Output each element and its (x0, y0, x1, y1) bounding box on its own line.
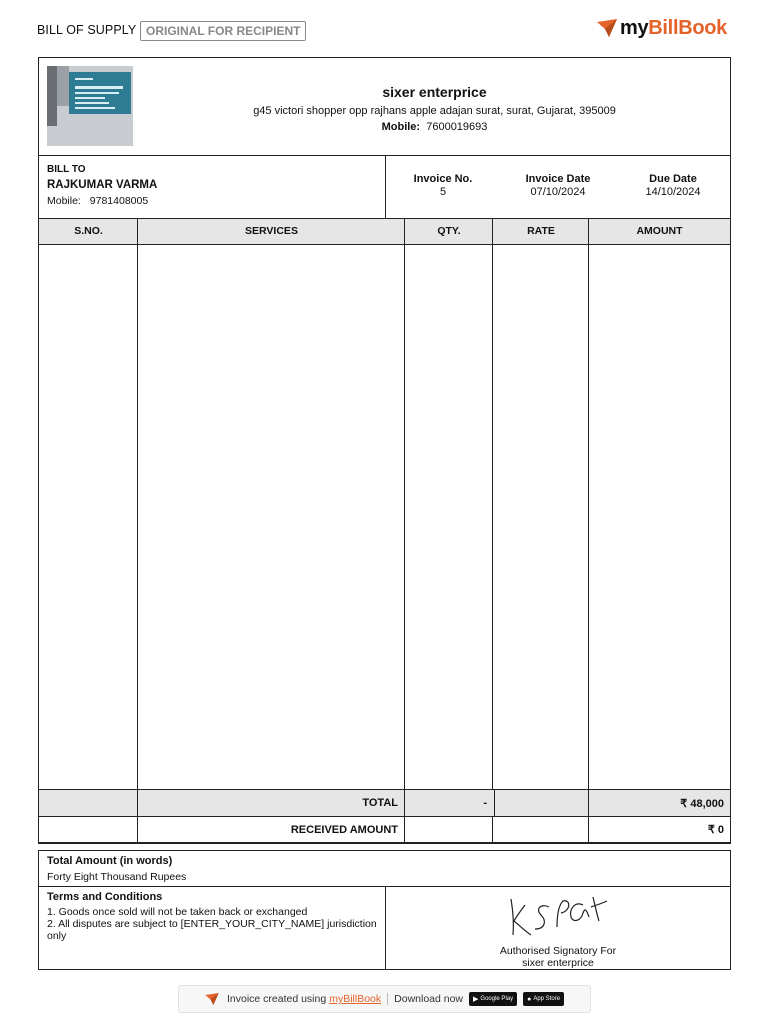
column-header-services: SERVICES (245, 225, 298, 237)
items-table-header (39, 219, 730, 245)
mybillbook-link[interactable]: myBillBook (329, 993, 382, 1005)
terms-title: Terms and Conditions (47, 891, 163, 903)
amount-in-words-value: Forty Eight Thousand Rupees (47, 871, 187, 883)
invoice-date (503, 173, 613, 198)
recipient-badge: ORIGINAL FOR RECIPIENT (140, 21, 306, 41)
apple-icon: ● (527, 995, 532, 1003)
amount-in-words-label: Total Amount (in words) (47, 855, 173, 867)
document-type: BILL OF SUPPLY (37, 23, 137, 37)
column-header-amount: AMOUNT (636, 225, 683, 237)
invoice-date-value: 07/10/2024 (530, 186, 586, 198)
invoice-sheet (38, 57, 731, 970)
company-mobile (139, 121, 730, 133)
company-mobile-label: Mobile: (381, 121, 421, 133)
terms-section (38, 886, 731, 970)
play-store-icon: ▶ (473, 996, 479, 1003)
amount-in-words (38, 850, 731, 887)
download-now-label: Download now (394, 993, 464, 1005)
company-address: g45 victori shopper opp rajhans apple adajan surat, surat, Gujarat, 395009 (253, 105, 616, 117)
signature-image (505, 891, 609, 941)
google-play-label: Google Play (480, 996, 514, 1002)
invoice-number-value: 5 (439, 186, 447, 198)
due-date-label: Due Date (649, 173, 697, 185)
total-row (38, 789, 731, 817)
invoice-number (388, 173, 498, 198)
customer-mobile-value: 9781408005 (89, 195, 149, 207)
brand-prefix: my (619, 16, 649, 39)
business-card-image (69, 72, 131, 114)
signatory-label-line1: Authorised Signatory For (499, 945, 617, 957)
customer-mobile-label: Mobile: (47, 195, 81, 207)
terms-list (47, 906, 377, 942)
column-header-sno: S.NO. (74, 225, 103, 237)
received-row (38, 816, 731, 843)
footer-banner (178, 985, 591, 1013)
footer-prefix: Invoice created using (226, 993, 327, 1005)
app-store-badge[interactable] (523, 992, 564, 1006)
app-store-label: App Store (533, 996, 561, 1002)
bill-to-label: BILL TO (47, 164, 86, 175)
top-bar (0, 0, 768, 58)
brand-mark-icon (597, 19, 617, 37)
column-header-rate: RATE (527, 225, 555, 237)
due-date (618, 173, 728, 198)
column-header-qty: QTY. (437, 225, 461, 237)
customer-mobile (47, 195, 157, 207)
total-amount: ₹ 48,000 (680, 797, 724, 810)
invoice-date-label: Invoice Date (525, 173, 591, 185)
brand-suffix: BillBook (648, 16, 727, 39)
signatory-label-line2: sixer enterprice (522, 957, 594, 969)
customer-name: RAJKUMAR VARMA (47, 179, 158, 191)
company-name: sixer enterprice (382, 84, 487, 100)
total-qty: - (483, 797, 487, 809)
company-header (38, 57, 731, 156)
company-logo (47, 66, 133, 146)
invoice-number-label: Invoice No. (413, 173, 473, 185)
google-play-badge[interactable] (469, 992, 517, 1006)
items-table (38, 218, 731, 844)
bill-to-section (38, 155, 731, 219)
brand-logo (597, 14, 727, 42)
signatory-label (479, 945, 637, 969)
total-label: TOTAL (362, 797, 398, 809)
terms-item: 1. Goods once sold will not be taken back or exchanged (47, 906, 308, 918)
mybillbook-icon (205, 993, 219, 1005)
due-date-value: 14/10/2024 (645, 186, 701, 198)
company-mobile-value: 7600019693 (426, 121, 488, 133)
terms-item: 2. All disputes are subject to [ENTER_YOUR_CITY_NAME] jurisdiction only (47, 918, 377, 942)
received-amount: ₹ 0 (707, 824, 724, 836)
received-label: RECEIVED AMOUNT (290, 823, 398, 836)
